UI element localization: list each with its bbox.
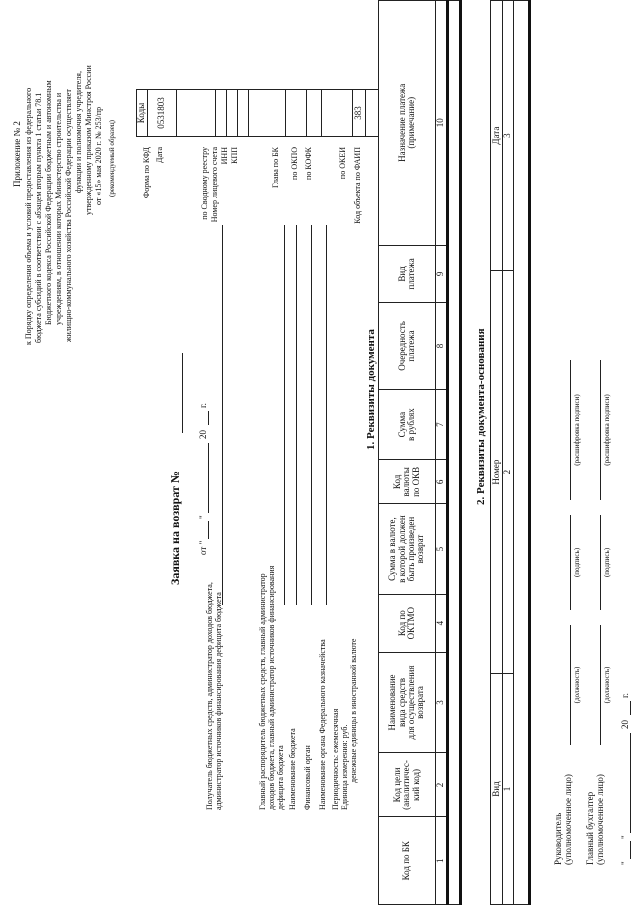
code-label: Форма по КФД xyxy=(142,147,151,199)
head-label: Руководитель xyxy=(553,812,563,865)
bottom-date-close: " xyxy=(620,835,630,839)
s1-number-cell: 7 xyxy=(436,389,448,460)
s2-num: 1 xyxy=(503,674,514,905)
s1-header-line: возврата xyxy=(415,686,426,719)
s1-header-line: Код по БК xyxy=(401,841,412,881)
s2-num: 3 xyxy=(503,1,514,271)
field-label: Наименование бюджета xyxy=(288,728,297,810)
s1-header-line: в которой должен xyxy=(396,515,407,583)
s1-number-cell: 1 xyxy=(436,817,448,905)
recommended-label: (рекомендуемый образец) xyxy=(108,120,116,197)
date-quote: " xyxy=(198,515,208,519)
bottom-date-year: 20 xyxy=(620,720,630,729)
code-label: по КОФК xyxy=(304,147,313,180)
appendix-line: функции и полномочия учредителя, xyxy=(74,71,83,193)
s1-header-line: Вид xyxy=(396,266,407,282)
field-label: доходов бюджета, главный администратор источников финансирования xyxy=(267,565,276,810)
s1-header-line: быть произведен xyxy=(406,516,416,582)
s1-header-line: платежа xyxy=(406,258,416,290)
code-value xyxy=(286,90,307,137)
s1-header-cell xyxy=(379,460,436,504)
s1-number-cell: 4 xyxy=(436,594,448,652)
appendix-line: бюджета субсидий в соответствии с абзацем вторым пункта 1 статьи 78.1 xyxy=(34,92,43,343)
s2-header-date: Дата xyxy=(491,1,503,271)
s1-number-cell: 9 xyxy=(436,245,448,303)
appendix-line: Бюджетного кодекса Российской Федерации бюджетным и автономным xyxy=(44,80,53,325)
code-label: Номер лицевого счета xyxy=(210,147,219,223)
appendix-line: жилищно-коммунального хозяйства Российской Федерации осуществляет xyxy=(64,89,73,342)
field-label: Получатель бюджетных средств, администратор доходов бюджета, xyxy=(205,582,214,810)
code-label: Код объекта по ФАИП xyxy=(353,147,362,224)
s1-header-cell xyxy=(379,652,436,753)
s1-header-cell xyxy=(379,1,436,246)
s1-header-cell xyxy=(379,303,436,390)
s1-header-line: Код xyxy=(391,474,402,490)
appendix-line: от «15» мая 2020 г. № 253/пр xyxy=(94,106,103,205)
code-value xyxy=(227,90,238,137)
s2-num: 2 xyxy=(503,271,514,674)
code-value xyxy=(238,90,249,137)
code-label: Дата xyxy=(155,147,164,163)
s2-header-number: Номер xyxy=(491,271,503,674)
field-label: Единица измерения: руб. xyxy=(340,724,349,810)
code-label: по ОКЕИ xyxy=(338,147,347,180)
code-value xyxy=(249,90,286,137)
s1-number-cell: 3 xyxy=(436,652,448,753)
bottom-date-g: г. xyxy=(620,693,630,698)
section2-table xyxy=(490,0,531,905)
s1-header-line: Наименование xyxy=(387,674,398,731)
s1-header-line: Сумма xyxy=(396,411,407,438)
s1-header-line: для осуществления xyxy=(406,665,416,740)
s1-header-cell xyxy=(379,389,436,460)
head-position-caption: (должность) xyxy=(573,666,581,704)
accountant-label-sub: (уполномоченное лицо) xyxy=(595,774,605,865)
section2-title: 2. Реквизиты документа-основания xyxy=(475,328,487,505)
bottom-date-open: " xyxy=(620,861,630,865)
section1-title: 1. Реквизиты документа xyxy=(365,329,377,450)
head-signature-caption: (подпись) xyxy=(573,547,581,578)
form-title: Заявка на возврат № xyxy=(168,471,182,585)
accountant-decoding-caption: (расшифровка подписи) xyxy=(603,394,611,466)
s1-number-cell: 6 xyxy=(436,460,448,504)
code-value: 383 xyxy=(353,90,366,137)
field-label: дефицита бюджета xyxy=(276,745,285,810)
field-label: Финансовый орган xyxy=(303,745,312,810)
field-label: администратор источников финансирования дефицита бюджета xyxy=(214,592,223,810)
s1-header-cell xyxy=(379,594,436,652)
accountant-position-caption: (должность) xyxy=(603,666,611,704)
field-label: Главный распорядитель бюджетных средств, главный администратор xyxy=(258,573,267,810)
accountant-label: Главный бухгалтер xyxy=(585,791,595,865)
s1-header-cell xyxy=(379,753,436,817)
appendix-title: Приложение № 2 xyxy=(12,121,22,187)
s1-header-line: Очередность xyxy=(396,321,407,371)
appendix-line: утвержденному приказом Минстроя России xyxy=(84,65,93,215)
code-value xyxy=(216,90,227,137)
s1-header-line: (примечание) xyxy=(406,96,416,149)
field-label: Периодичность: ежемесячная xyxy=(331,708,340,810)
s1-number-cell: 10 xyxy=(436,1,448,246)
field-label: Наименование органа Федерального казначейства xyxy=(318,639,327,810)
date-from: от " xyxy=(198,540,208,555)
code-label: ИНН xyxy=(220,147,229,165)
s1-header-line: платежа xyxy=(406,330,416,362)
s2-header-vid: Вид xyxy=(491,674,503,905)
code-value: 0531803 xyxy=(148,90,177,137)
code-value xyxy=(307,90,322,137)
date-g: г. xyxy=(198,403,208,408)
s1-header-line: Код цели xyxy=(391,767,402,803)
s1-header-line: вида средств xyxy=(396,678,407,728)
s1-header-line: Код по xyxy=(396,610,407,637)
s1-header-line: кий код) xyxy=(410,768,421,801)
section1-table xyxy=(378,0,462,905)
code-value xyxy=(366,90,379,137)
s1-number-cell: 8 xyxy=(436,303,448,390)
codes-header: Коды xyxy=(137,90,148,137)
s1-number-cell: 2 xyxy=(436,753,448,817)
s1-header-line: Назначение платежа xyxy=(396,83,407,162)
appendix-line: учреждениям, в отношении которых Министерство строительства и xyxy=(54,92,63,325)
head-decoding-caption: (расшифровка подписи) xyxy=(573,394,581,466)
s1-header-line: в рублях xyxy=(406,408,416,441)
s1-number-cell: 5 xyxy=(436,504,448,594)
field-label: денежные единицы в иностранной валюте xyxy=(349,638,358,783)
code-label: по Сводному реестру xyxy=(200,147,209,220)
code-label: КПП xyxy=(230,147,239,164)
date-year: 20 xyxy=(198,430,208,439)
code-label: Глава по БК xyxy=(271,147,280,188)
s1-header-cell xyxy=(379,245,436,303)
s1-header-cell xyxy=(379,504,436,594)
code-value xyxy=(322,90,353,137)
s1-header-line: Сумма в валюте, xyxy=(387,517,398,581)
code-label: по ОКПО xyxy=(290,147,299,180)
appendix-line: к Порядку определения объема и условий предоставления из федерального xyxy=(24,87,33,345)
codes-table xyxy=(136,89,379,137)
code-value xyxy=(177,90,216,137)
accountant-signature-caption: (подпись) xyxy=(603,547,611,578)
head-label-sub: (уполномоченное лицо) xyxy=(563,774,573,865)
s1-header-cell xyxy=(379,817,436,905)
s1-header-line: возврат xyxy=(415,534,426,564)
s1-header-line: ОКТМО xyxy=(406,606,416,640)
s1-header-line: валюты xyxy=(401,467,412,497)
s1-header-line: по ОКВ xyxy=(410,466,421,497)
s1-header-line: (аналитичес- xyxy=(401,760,412,810)
